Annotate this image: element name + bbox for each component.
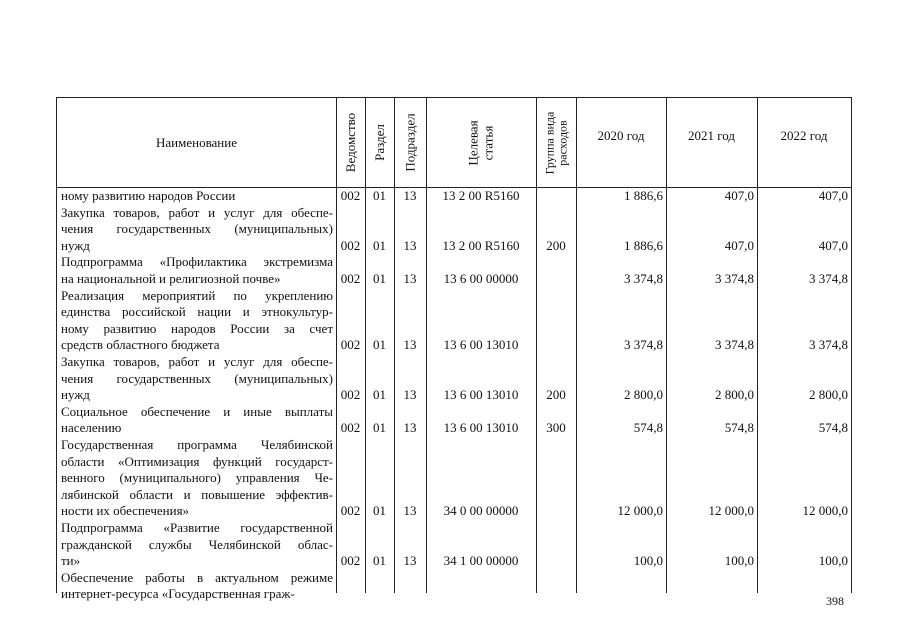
cell-razdel: 01 (373, 387, 386, 403)
row-name-line: населению (61, 420, 122, 436)
table-row (57, 570, 851, 603)
header-2020-label: 2020 год (597, 128, 645, 143)
header-2020 (576, 98, 666, 187)
cell-2022: 574,8 (818, 420, 848, 436)
cell-2021: 574,8 (724, 420, 754, 436)
header-vedomstvo-label: Ведомство (343, 112, 358, 173)
row-name-line: чения государственных (муниципальных) (61, 370, 333, 386)
cell-podrazdel: 13 (403, 270, 417, 286)
row-name (61, 520, 333, 570)
cell-vedomstvo: 002 (340, 420, 361, 436)
cell-2022: 3 374,8 (809, 270, 848, 286)
header-podrazdel (394, 98, 426, 187)
cell-2020: 3 374,8 (624, 337, 663, 353)
row-name (61, 254, 333, 287)
header-vedomstvo (336, 98, 365, 187)
row-name-line: Обеспечение работы в актуальном режиме (61, 569, 333, 585)
page-number: 398 (826, 594, 844, 608)
header-gruppa-label (543, 111, 569, 174)
cell-2020: 2 800,0 (624, 387, 663, 403)
cell-podrazdel: 13 (403, 420, 417, 436)
header-podrazdel-label: Подраздел (402, 113, 418, 172)
row-name-line: Подпрограмма «Профилактика экстремизма (61, 254, 333, 270)
cell-2020: 100,0 (633, 553, 663, 569)
row-name (61, 437, 333, 520)
row-name-line: Государственная программа Челябинской (61, 437, 333, 452)
cell-2021: 407,0 (724, 237, 754, 253)
table-row (57, 520, 851, 570)
cell-podrazdel: 13 (403, 237, 417, 253)
cell-gruppa (536, 553, 576, 570)
cell-vedomstvo: 002 (340, 503, 361, 519)
row-name-line: нужд (61, 387, 90, 403)
cell-podrazdel (394, 586, 426, 603)
row-name (61, 354, 333, 404)
cell-vedomstvo: 002 (340, 270, 361, 286)
table-row (57, 354, 851, 404)
cell-2022: 407,0 (818, 188, 848, 203)
table-row (57, 254, 851, 287)
cell-celevaya: 13 6 00 13010 (443, 420, 519, 436)
header-2022-label: 2022 год (780, 128, 828, 143)
row-name-line: гражданской службы Челябинской облас- (61, 536, 333, 552)
cell-vedomstvo: 002 (340, 387, 361, 403)
row-name-line: ному развитию народов России (61, 188, 236, 203)
row-name-line: ному развитию народов России за счет (61, 320, 333, 336)
cell-razdel: 01 (373, 503, 386, 519)
cell-2021: 2 800,0 (715, 387, 754, 403)
cell-2021: 407,0 (724, 188, 754, 203)
cell-2020: 1 886,6 (624, 237, 663, 253)
row-name-line: единства российской нации и этнокультур- (61, 304, 333, 320)
header-razdel (365, 98, 394, 187)
cell-razdel: 01 (373, 420, 386, 436)
row-name (61, 404, 333, 437)
cell-2022: 12 000,0 (802, 503, 848, 519)
cell-2020 (576, 586, 663, 603)
row-name (61, 288, 333, 354)
cell-2021: 3 374,8 (715, 270, 754, 286)
cell-razdel: 01 (373, 270, 386, 286)
cell-gruppa: 300 (546, 420, 566, 436)
header-celevaya (426, 98, 536, 187)
cell-razdel: 01 (373, 237, 386, 253)
cell-celevaya: 13 6 00 13010 (443, 387, 519, 403)
cell-razdel: 01 (373, 337, 386, 353)
cell-vedomstvo (336, 586, 365, 603)
table-row (57, 404, 851, 437)
cell-celevaya: 13 6 00 13010 (443, 337, 519, 353)
header-gruppa-line1: Группа вида (542, 111, 556, 174)
cell-gruppa (536, 188, 576, 205)
cell-gruppa (536, 271, 576, 288)
cell-gruppa: 200 (546, 237, 566, 253)
cell-2022: 2 800,0 (809, 387, 848, 403)
cell-2021: 12 000,0 (708, 503, 754, 519)
cell-2021 (666, 586, 754, 603)
row-name-line: Закупка товаров, работ и услуг для обеспе- (61, 354, 333, 369)
cell-celevaya: 34 1 00 00000 (443, 553, 519, 569)
row-name-line: венного (муниципального) управления Че- (61, 470, 333, 486)
header-2022 (757, 98, 851, 187)
row-name-line: интернет-ресурса «Государственная граж- (61, 586, 295, 602)
row-name-line: Закупка товаров, работ и услуг для обеспе- (61, 204, 333, 220)
table-row (57, 288, 851, 354)
cell-podrazdel: 13 (403, 337, 417, 353)
header-gruppa (536, 98, 576, 187)
table-row (57, 205, 851, 255)
cell-2021: 100,0 (724, 553, 754, 569)
row-name (61, 205, 333, 255)
cell-celevaya: 34 0 00 00000 (443, 503, 519, 519)
row-name-line: чения государственных (муниципальных) (61, 221, 333, 237)
row-name-line: Социальное обеспечение и иные выплаты (61, 403, 333, 419)
cell-podrazdel: 13 (403, 503, 417, 519)
cell-2020: 1 886,6 (624, 188, 663, 203)
cell-podrazdel: 13 (403, 387, 417, 403)
header-2021 (666, 98, 757, 187)
cell-podrazdel: 13 (403, 188, 417, 203)
table-row (57, 188, 851, 205)
row-name (61, 570, 333, 603)
header-2021-label: 2021 год (688, 128, 735, 143)
cell-gruppa (536, 586, 576, 603)
row-name-line: лябинской области и повышение эффектив- (61, 486, 333, 502)
cell-podrazdel: 13 (403, 553, 417, 569)
header-celevaya-label (466, 120, 496, 165)
header-celevaya-line1: Целевая (465, 119, 481, 166)
header-celevaya-line2: статья (480, 125, 496, 160)
cell-razdel: 01 (373, 188, 386, 203)
row-name-line: ти» (61, 553, 81, 569)
cell-2020: 574,8 (633, 420, 663, 436)
cell-vedomstvo: 002 (340, 237, 361, 253)
cell-razdel: 01 (373, 553, 386, 569)
row-name-line: ности их обеспечения» (61, 503, 190, 519)
cell-gruppa (536, 503, 576, 520)
row-name (61, 188, 333, 205)
cell-celevaya: 13 2 00 R5160 (442, 188, 520, 203)
row-name-line: средств областного бюджета (61, 337, 220, 353)
cell-2022: 100,0 (818, 553, 848, 569)
cell-celevaya: 13 2 00 R5160 (442, 237, 520, 253)
row-name-line: на национальной и религиозной почве» (61, 270, 281, 286)
cell-2020: 12 000,0 (617, 503, 663, 519)
cell-razdel (365, 586, 394, 603)
header-name (57, 98, 336, 187)
cell-vedomstvo: 002 (340, 188, 361, 203)
header-razdel-label: Раздел (372, 124, 387, 161)
cell-2020: 3 374,8 (624, 270, 663, 286)
cell-celevaya: 13 6 00 00000 (443, 270, 519, 286)
table-row (57, 437, 851, 520)
row-name-line: Подпрограмма «Развитие государственной (61, 520, 333, 535)
cell-2021: 3 374,8 (715, 337, 754, 353)
cell-vedomstvo: 002 (340, 553, 361, 569)
cell-2022: 3 374,8 (809, 337, 848, 353)
row-name-line: нужд (61, 237, 90, 253)
header-gruppa-line2: расходов (555, 119, 569, 166)
cell-celevaya (426, 586, 536, 603)
row-name-line: Реализация мероприятий по укреплению (61, 287, 333, 303)
cell-gruppa: 200 (546, 387, 566, 403)
cell-2022: 407,0 (818, 237, 848, 253)
header-name-label: Наименование (156, 135, 237, 150)
row-name-line: области «Оптимизация функций государст- (61, 453, 333, 469)
cell-gruppa (536, 337, 576, 354)
cell-vedomstvo: 002 (340, 337, 361, 353)
